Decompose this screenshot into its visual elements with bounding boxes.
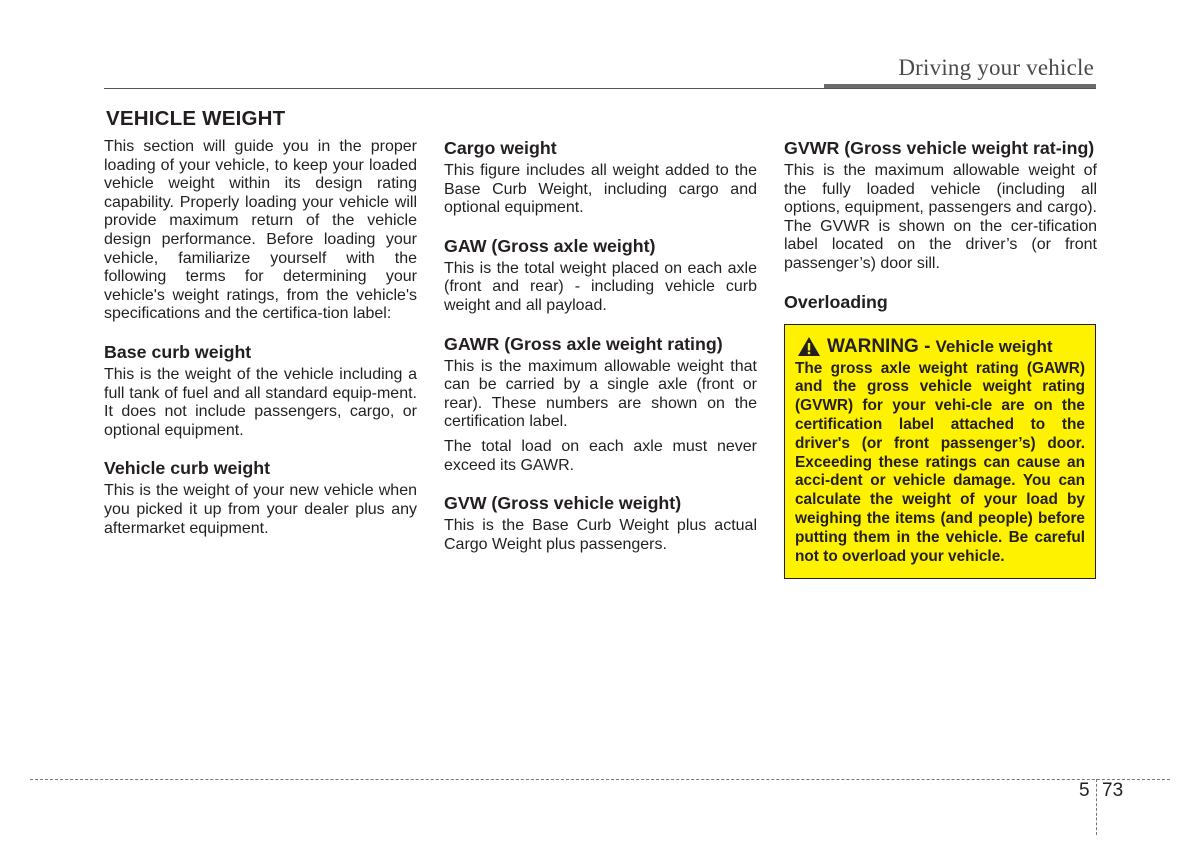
page-number: 73 [1102,780,1124,801]
cargo-weight-heading: Cargo weight [444,138,557,158]
footer-rule [30,779,1170,780]
running-header-title: Driving your vehicle [898,55,1094,80]
gvw-text: This is the Base Curb Weight plus actual Cargo Weight plus passengers. [444,517,757,553]
gvw-heading: GVW (Gross vehicle weight) [444,493,682,514]
base-curb-weight-text: This is the weight of the vehicle including a full tank of fuel and all standard equip-ment. It does not include passengers, cargo, or optional equipment. [104,365,417,439]
overloading-heading: Overloading [784,291,888,312]
header-rule [104,88,1096,89]
warning-box [784,324,1096,580]
gawr-text-2: The total load on each axle must never exceed its GAWR. [444,437,757,474]
intro-paragraph: This section will guide you in the proper loading of your vehicle, to keep your loaded vehicle weight within its design rating capability. Properly loading your vehicle will provide maximum return of the vehicle design performance. Before loading your vehicle, familiarize yourself with the following terms for determining your vehicle's weight ratings, from the vehicle's specifications and the certifica-tion label: [104,138,417,323]
column-1 [104,138,417,538]
warning-header [797,336,1085,358]
warning-text: The gross axle weight rating (GAWR) and the gross vehicle weight rating (GVWR) for your vehi-cle are on the certification label attached to the driver's (or front passenger’s) door. Exceeding these ratings can cause an acci-dent or vehicle damage. You can calculate the weight of your load by weighing the items (and people) before putting them in the vehicle. Be careful not to overload your vehicle. [795,359,1085,565]
gvwr-text: This is the maximum allowable weight of the fully loaded vehicle (including all options, equipment, passengers and cargo). The GVWR is shown on the cer-tification label located on the driver’s (or front passenger’s) door sill. [784,162,1097,272]
gawr-heading: GAWR (Gross axle weight rating) [444,333,723,354]
cargo-weight-text: This figure includes all weight added to the Base Curb Weight, including cargo and optional equipment. [444,162,757,217]
vehicle-curb-weight-text: This is the weight of your new vehicle when you picked it up from your dealer plus any aftermarket equipment. [104,482,417,537]
gaw-heading: GAW (Gross axle weight) [444,235,656,256]
warning-subject: Vehicle weight [935,336,1053,356]
gvwr-heading: GVWR (Gross vehicle weight rat-ing) [784,138,1095,158]
warning-label: WARNING - [827,335,931,357]
footer-divider [1096,779,1097,835]
chapter-number: 5 [1079,780,1090,801]
warning-triangle-icon [797,336,821,357]
base-curb-weight-heading: Base curb weight [104,341,252,362]
column-3 [784,138,1097,579]
vehicle-curb-weight-heading: Vehicle curb weight [104,458,271,479]
section-title: VEHICLE WEIGHT [106,107,286,130]
gaw-text: This is the total weight placed on each axle (front and rear) - including vehicle curb weight and all payload. [444,259,757,314]
gawr-text: This is the maximum allowable weight that can be carried by a single axle (front or rear). These numbers are shown on the certification label. [444,357,757,431]
column-2 [444,138,757,554]
